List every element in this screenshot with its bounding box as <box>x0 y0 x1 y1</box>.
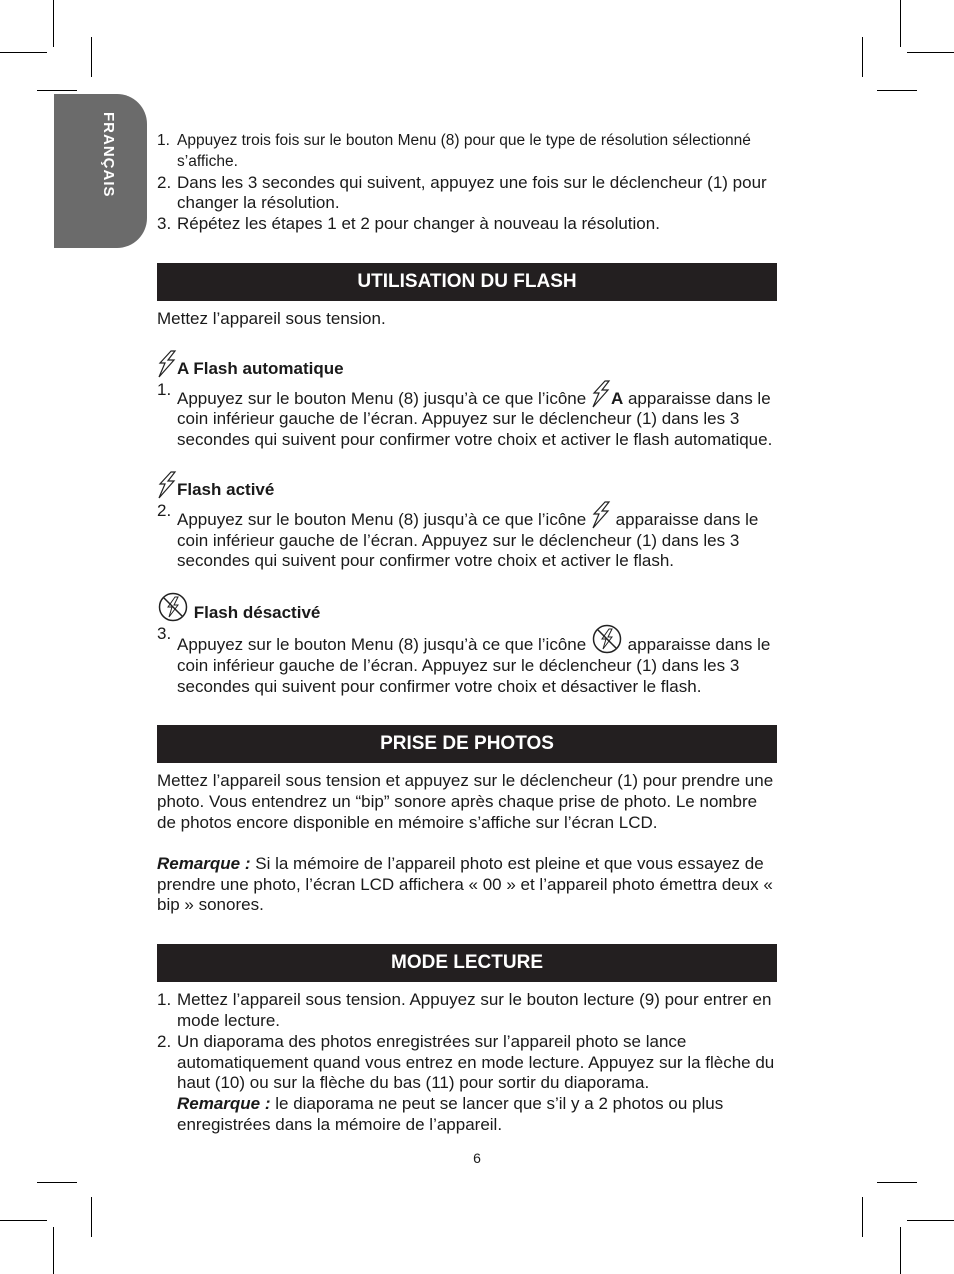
note-label: Remarque : <box>177 1094 271 1114</box>
crop-mark <box>53 0 54 47</box>
flash-auto-heading: A Flash automatique <box>157 350 777 380</box>
section-heading-flash: UTILISATION DU FLASH <box>157 263 777 301</box>
flash-on-icon <box>591 501 611 529</box>
list-item: 1. Mettez l’appareil sous tension. Appuyez sur le bouton lecture (9) pour entrer en mode lecture. <box>157 990 772 1030</box>
crop-mark <box>900 1227 901 1274</box>
crop-mark <box>91 37 92 77</box>
photo-note: Remarque : Si la mémoire de l’appareil photo est pleine et que vous essayez de prendre une photo, l’écran LCD affichera « 00 » et l’appareil photo émettra deux « bip » sonores. <box>157 853 773 915</box>
crop-mark <box>877 1182 917 1183</box>
photo-body: Mettez l’appareil sous tension et appuyez sur le déclencheur (1) pour prendre une photo. Vous entendrez un “bip” sonore après chaque prise de photo. Le nombre de photos encore disponible en mémoire s’affiche sur l’écran LCD. <box>157 771 774 832</box>
crop-mark <box>37 1182 77 1183</box>
list-item: 1. Appuyez sur le bouton Menu (8) jusqu’à ce que l’icône A apparaisse dans le coin inférieur gauche de l’écran. Appuyez sur le déclencheur (1) dans les 3 secondes qui suivent pour confirmer votre choix et activer le flash automatique. <box>157 379 773 450</box>
flash-on-icon <box>157 471 177 499</box>
flash-off-heading: Flash désactivé <box>157 592 777 624</box>
crop-mark <box>907 1220 954 1221</box>
list-item: 1. Appuyez trois fois sur le bouton Menu (8) pour que le type de résolution sélectionné s’affiche. <box>157 132 751 170</box>
section-heading-playback: MODE LECTURE <box>157 944 777 982</box>
crop-mark <box>877 90 917 91</box>
flash-on-heading: Flash activé <box>157 471 777 501</box>
page-content <box>157 131 777 1136</box>
crop-mark <box>91 1197 92 1237</box>
list-item: 2. Un diaporama des photos enregistrées sur l’appareil photo se lance automatiquement quand vous entrez en mode lecture. Appuyez sur la flèche du haut (10) ou sur la flèche du bas (11) pour sortir du diaporama. Remarque : le diaporama ne peut se lancer que s’il y a 2 photos ou plus enregistrées dans la mémoire de l’appareil. <box>157 1031 775 1134</box>
crop-mark <box>0 52 47 53</box>
crop-mark <box>900 0 901 47</box>
section-heading-photos: PRISE DE PHOTOS <box>157 725 777 763</box>
crop-mark <box>53 1227 54 1274</box>
list-item: 2. Dans les 3 secondes qui suivent, appuyez une fois sur le déclencheur (1) pour changer la résolution. <box>157 172 767 213</box>
note-label: Remarque : <box>157 853 251 873</box>
list-item: 3. Appuyez sur le bouton Menu (8) jusqu’à ce que l’icône apparaisse dans le coin inférieur gauche de l’écran. Appuyez sur le déclencheur (1) dans les 3 secondes qui suivent pour confirmer votre choix et désactiver le flash. <box>157 623 771 696</box>
page-number: 6 <box>473 1150 481 1166</box>
crop-mark <box>0 1220 47 1221</box>
crop-mark <box>862 1197 863 1237</box>
crop-mark <box>37 90 77 91</box>
language-tab-label: FRANÇAIS <box>100 112 117 198</box>
flash-off-icon <box>157 592 189 622</box>
list-item: 3. Répétez les étapes 1 et 2 pour changer à nouveau la résolution. <box>157 214 660 234</box>
crop-mark <box>862 37 863 77</box>
flash-intro: Mettez l’appareil sous tension. <box>157 308 386 328</box>
crop-mark <box>907 52 954 53</box>
flash-auto-icon <box>157 350 177 378</box>
flash-off-icon <box>591 624 623 654</box>
list-item: 2. Appuyez sur le bouton Menu (8) jusqu’à ce que l’icône apparaisse dans le coin inférieur gauche de l’écran. Appuyez sur le déclencheur (1) dans les 3 secondes qui suivent pour confirmer votre choix et activer le flash. <box>157 500 759 571</box>
flash-auto-icon <box>591 380 611 408</box>
